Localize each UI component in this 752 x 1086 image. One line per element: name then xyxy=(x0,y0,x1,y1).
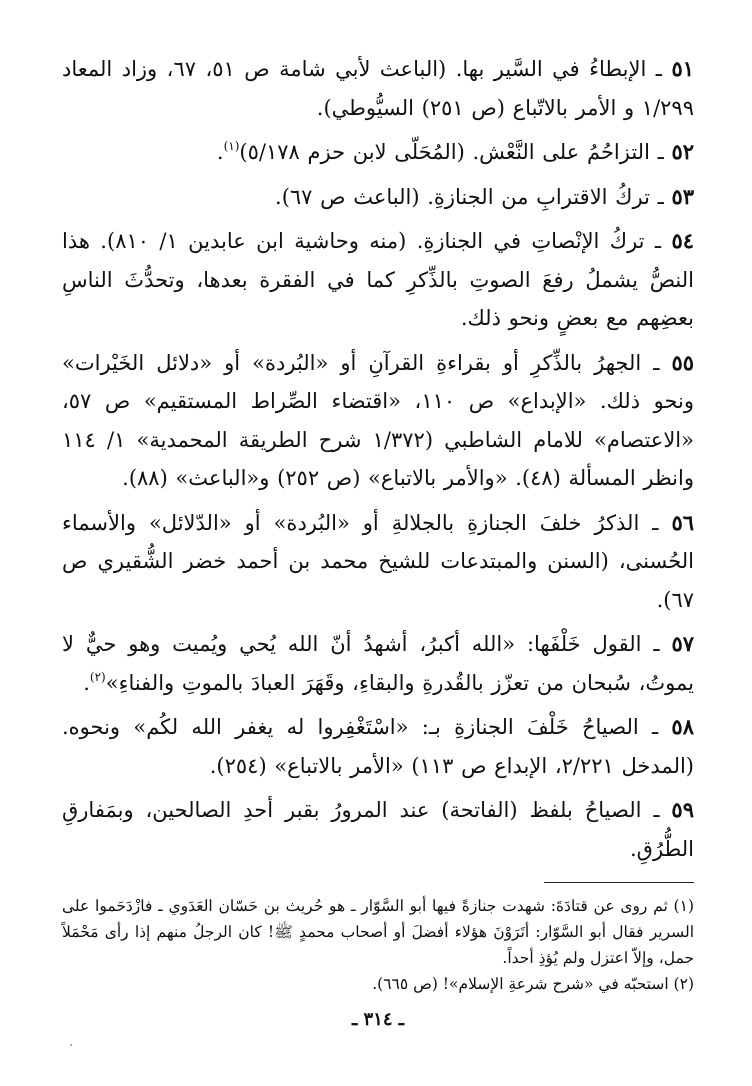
main-text xyxy=(62,50,694,868)
entry-number: ٥٨ xyxy=(671,714,694,739)
entry-number: ٥٢ xyxy=(671,139,694,164)
entry-text: ـ الذكرُ خلفَ الجنازةِ بالجلالةِ أو «البُردة» أو «الدّلائل» والأسماء الحُسنى، (السنن والمبتدعات للشيخ محمد بن أحمد خضر الشُّقيري ص ٦٧). xyxy=(62,510,694,612)
entry-52 xyxy=(62,133,694,172)
entry-text: ـ تركُ الإنْصاتِ في الجنازةِ. (منه وحاشية ابن عابدين ١/ ٨١٠). هذا النصُّ يشملُ رفعَ الصوتِ بالذِّكرِ كما في الفقرة بعدها، وتحدُّثَ الناسِ بعضِهم مع بعضٍ ونحو ذلك. xyxy=(62,229,694,330)
entry-text: ـ تركُ الاقترابِ من الجنازةِ. (الباعث ص ٦٧). xyxy=(275,184,664,209)
entry-text: ـ القول خَلْفَها: «الله أكبرُ، أشهدُ أنّ الله يُحي ويُميت وهو حيٌّ لا يموتُ، سُبحان من تعزّز بالقُدرةِ والبقاءِ، وقَهَرَ العبادَ بالموتِ والفناءِ» xyxy=(62,632,694,695)
footnote-ref: (١) xyxy=(223,139,240,153)
entry-number: ٥٩ xyxy=(671,797,694,822)
footnote-separator xyxy=(544,882,694,883)
entry-text: ـ الإبطاءُ في السَّير بها. (الباعث لأبي شامة ص ٥١، ٦٧، وزاد المعاد ١/٢٩٩ و الأمر بالاتّباع (ص ٢٥١) السيُّوطي). xyxy=(62,57,694,120)
entry-number: ٥٤ xyxy=(671,228,694,253)
entry-text: ـ الصياحُ خَلْفَ الجنازةِ بـ: «اسْتَغْفِروا له يغفر الله لكُم» ونحوه. (المدخل ٢/٢٢١، الإبداع ص ١١٣) «الأمر بالاتباع» (٢٥٤). xyxy=(62,715,694,778)
entry-55 xyxy=(62,344,694,498)
entry-58 xyxy=(62,708,694,785)
entry-51 xyxy=(62,50,694,127)
entry-text: ـ الجهرُ بالذِّكرِ أو بقراءةِ القرآنِ أو «البُردة» أو «دلائل الخَيْرات» ونحو ذلك. «الإبداع» ص ١١٠، «اقتضاء الصِّراط المستقيم» ص ٥٧، «الاعتصام» للامام الشاطبي (١/٣٧٢ شرح الطريقة المحمدية» ١/ ١١٤ وانظر المسألة (٤٨). «والأمر بالاتباع» (ص ٢٥٢) و«الباعث» (٨٨). xyxy=(62,350,694,490)
footnote-2: (٢) استحبّه في «شرح شرعةِ الإسلام»! (ص ٦٦٥). xyxy=(372,975,694,993)
entry-59 xyxy=(62,791,694,868)
entry-end: . xyxy=(83,670,90,695)
footnote-ref: (٢) xyxy=(89,669,106,684)
entry-number: ٥٧ xyxy=(671,631,694,656)
entry-number: ٥٣ xyxy=(671,183,694,209)
entry-text: ـ الصياحُ بلفظ (الفاتحة) عند المرورُ بقبر أحدِ الصالحين، وبمَفارقِ الطُّرُقِ. xyxy=(62,798,694,861)
entry-number: ٥١ xyxy=(671,56,694,81)
page-number: ـ ٣١٤ ـ xyxy=(351,1009,405,1030)
entry-54 xyxy=(62,222,694,338)
entry-56 xyxy=(62,504,694,620)
entry-number: ٥٦ xyxy=(671,509,694,535)
entry-57 xyxy=(62,625,694,702)
footnotes xyxy=(62,893,694,997)
scan-speck xyxy=(70,1044,72,1046)
entry-text: ـ التزاحُمُ على النَّعْش. (المُحَلّى لابن حزم ٥/١٧٨) xyxy=(239,140,664,164)
entry-53 xyxy=(62,178,694,217)
footnote-1: (١) ثم روى عن قتادَةَ: شهدت جنازةً فيها أبو السَّوّار ـ هو حُريث بن حَسّان العَدَوي ـ فازْدَحَموا على السرير فقال أبو السَّوّار: أتَرَوْنَ هؤلاء أفضلَ أو أصحاب محمدٍ ﷺ! كان الرجلُ منهم إذا رأى مَحْمَلاً حمل، وإلاّ اعتزل ولم يُؤذِ أحداً. xyxy=(62,897,694,967)
entry-end: . xyxy=(216,140,224,164)
entry-number: ٥٥ xyxy=(671,349,694,375)
